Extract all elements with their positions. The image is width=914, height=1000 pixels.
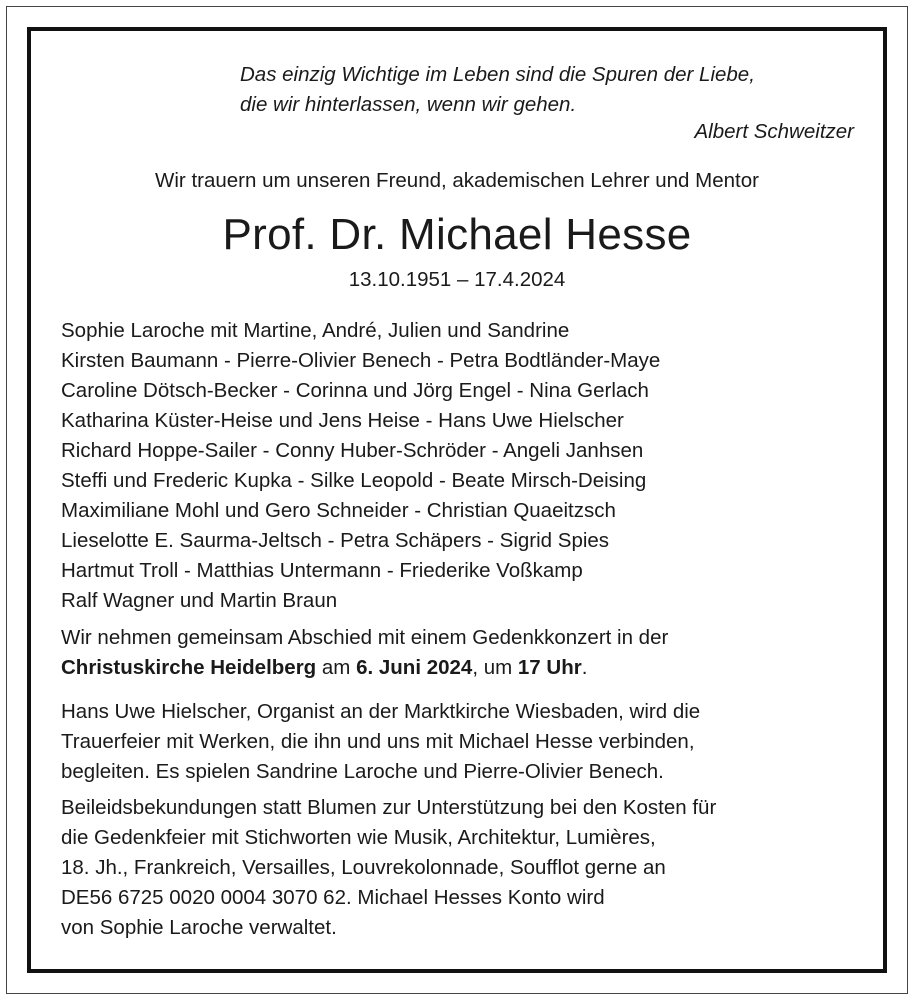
mourner-line: Maximiliane Mohl und Gero Schneider - Christian Quaeitzsch <box>61 499 616 522</box>
life-dates: 13.10.1951 – 17.4.2024 <box>348 268 566 291</box>
mourner-line: Lieselotte E. Saurma-Jeltsch - Petra Schäpers - Sigrid Spies <box>61 529 610 552</box>
farewell-paragraph <box>61 623 861 683</box>
donation-line: 18. Jh., Frankreich, Versailles, Louvrekolonnade, Soufflot gerne an <box>61 856 666 879</box>
venue: Christuskirche Heidelberg <box>61 656 317 679</box>
mourners-list <box>61 316 851 616</box>
farewell-line-1: Wir nehmen gemeinsam Abschied mit einem Gedenkkonzert in der <box>61 626 669 649</box>
mourner-line: Sophie Laroche mit Martine, André, Julien und Sandrine <box>61 319 570 342</box>
deceased-name: Prof. Dr. Michael Hesse <box>222 210 692 259</box>
event-date: 6. Juni 2024 <box>356 656 473 679</box>
mourner-line: Hartmut Troll - Matthias Untermann - Friederike Voßkamp <box>61 559 583 582</box>
donation-line: Beileidsbekundungen statt Blumen zur Unterstützung bei den Kosten für <box>61 796 717 819</box>
music-paragraph <box>61 697 861 787</box>
mourner-line: Ralf Wagner und Martin Braun <box>61 589 338 612</box>
mourner-line: Richard Hoppe-Sailer - Conny Huber-Schröder - Angeli Janhsen <box>61 439 644 462</box>
am-word: am <box>316 656 357 679</box>
epigraph-quote <box>240 60 860 120</box>
donation-line: von Sophie Laroche verwaltet. <box>61 916 337 939</box>
farewell-line-2 <box>61 653 861 683</box>
um-word: , um <box>472 656 518 679</box>
mourner-line: Kirsten Baumann - Pierre-Olivier Benech - Petra Bodtländer-Maye <box>61 349 661 372</box>
quote-line-2: die wir hinterlassen, wenn wir gehen. <box>240 93 577 116</box>
sentence-end: . <box>581 656 588 679</box>
mourner-line: Caroline Dötsch-Becker - Corinna und Jörg Engel - Nina Gerlach <box>61 379 649 402</box>
mourner-line: Katharina Küster-Heise und Jens Heise - Hans Uwe Hielscher <box>61 409 624 432</box>
donation-line: DE56 6725 0020 0004 3070 62. Michael Hesses Konto wird <box>61 886 605 909</box>
donations-paragraph <box>61 793 861 943</box>
quote-author: Albert Schweitzer <box>694 120 854 143</box>
music-line: Trauerfeier mit Werken, die ihn und uns mit Michael Hesse verbinden, <box>61 730 695 753</box>
event-time: 17 Uhr <box>517 656 582 679</box>
music-line: begleiten. Es spielen Sandrine Laroche und Pierre-Olivier Benech. <box>61 760 664 783</box>
donation-line: die Gedenkfeier mit Stichworten wie Musik, Architektur, Lumières, <box>61 826 656 849</box>
intro-text: Wir trauern um unseren Freund, akademischen Lehrer und Mentor <box>155 169 759 192</box>
mourner-line: Steffi und Frederic Kupka - Silke Leopold - Beate Mirsch-Deising <box>61 469 647 492</box>
quote-line-1: Das einzig Wichtige im Leben sind die Spuren der Liebe, <box>240 63 755 86</box>
music-line: Hans Uwe Hielscher, Organist an der Marktkirche Wiesbaden, wird die <box>61 700 701 723</box>
